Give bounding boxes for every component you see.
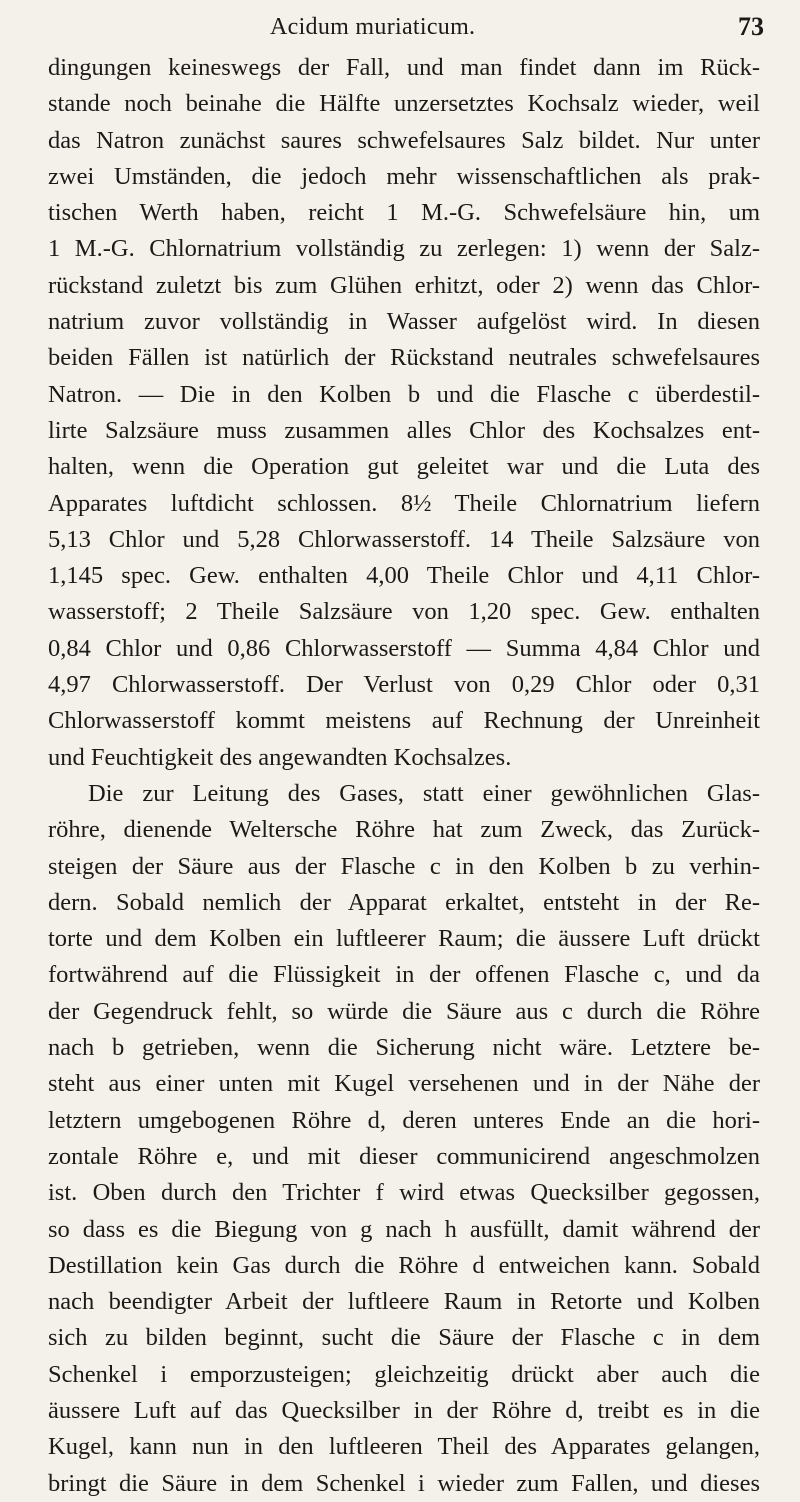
text-line: nach beendigter Arbeit der luftleere Raum in Retorte und Kolben xyxy=(48,1288,760,1316)
text-line: Die zur Leitung des Gases, statt einer gewöhnlichen Glas- xyxy=(88,779,760,807)
text-line: Schenkel i emporzusteigen; gleichzeitig drückt aber auch die xyxy=(48,1360,760,1388)
text-line: rückstand zuletzt bis zum Glühen erhitzt, oder 2) wenn das Chlor- xyxy=(48,271,760,299)
text-line: 4,97 Chlorwasserstoff. Der Verlust von 0,29 Chlor oder 0,31 xyxy=(48,671,760,699)
text-line: Destillation kein Gas durch die Röhre d entweichen kann. Sobald xyxy=(48,1251,760,1279)
page-number: 73 xyxy=(738,12,764,41)
text-line: äussere Luft auf das Quecksilber in der Röhre d, treibt es in die xyxy=(48,1396,760,1424)
text-line: natrium zuvor vollständig in Wasser aufgelöst wird. In diesen xyxy=(48,308,760,336)
text-line: steht aus einer unten mit Kugel versehenen und in der Nähe der xyxy=(48,1070,760,1098)
text-line: dingungen keineswegs der Fall, und man findet dann im Rück- xyxy=(48,54,760,81)
text-line: 1 M.-G. Chlornatrium vollständig zu zerlegen: 1) wenn der Salz- xyxy=(48,235,760,263)
text-line: und Feuchtigkeit des angewandten Kochsalzes. xyxy=(48,743,512,771)
text-line: der Gegendruck fehlt, so würde die Säure aus c durch die Röhre xyxy=(48,997,760,1025)
running-title: Acidum muriaticum. xyxy=(270,14,476,40)
text-line: letztern umgebogenen Röhre d, deren unteres Ende an die hori- xyxy=(48,1106,760,1134)
text-line: 1,145 spec. Gew. enthalten 4,00 Theile Chlor und 4,11 Chlor- xyxy=(48,562,760,590)
text-line: 0,84 Chlor und 0,86 Chlorwasserstoff — Summa 4,84 Chlor und xyxy=(48,634,760,662)
text-line: Kugel, kann nun in den luftleeren Theil des Apparates gelangen, xyxy=(48,1433,760,1461)
text-line: fortwährend auf die Flüssigkeit in der offenen Flasche c, und da xyxy=(48,961,760,989)
text-line: sich zu bilden beginnt, sucht die Säure der Flasche c in dem xyxy=(48,1324,760,1352)
text-line: Natron. — Die in den Kolben b und die Flasche c überdestil- xyxy=(48,380,760,408)
text-line: zwei Umständen, die jedoch mehr wissenschaftlichen als prak- xyxy=(48,162,760,190)
text-line: tischen Werth haben, reicht 1 M.-G. Schwefelsäure hin, um xyxy=(48,199,760,227)
paragraph-1 xyxy=(48,50,760,776)
text-line: dern. Sobald nemlich der Apparat erkaltet, entsteht in der Re- xyxy=(48,888,760,916)
text-line: stande noch beinahe die Hälfte unzersetztes Kochsalz wieder, weil xyxy=(48,90,760,118)
running-head xyxy=(0,10,800,50)
text-line: zontale Röhre e, und mit dieser communicirend angeschmolzen xyxy=(48,1142,760,1170)
paragraph-2 xyxy=(48,776,760,1502)
text-line: nach b getrieben, wenn die Sicherung nicht wäre. Letztere be- xyxy=(48,1034,760,1062)
text-line: röhre, dienende Weltersche Röhre hat zum Zweck, das Zurück- xyxy=(48,816,760,844)
text-line: lirte Salzsäure muss zusammen alles Chlor des Kochsalzes ent- xyxy=(48,416,760,444)
text-line: Apparates luftdicht schlossen. 8½ Theile Chlornatrium liefern xyxy=(48,489,760,517)
text-line: halten, wenn die Operation gut geleitet war und die Luta des xyxy=(48,453,760,481)
text-line: das Natron zunächst saures schwefelsaures Salz bildet. Nur unter xyxy=(48,126,760,154)
text-line: bringt die Säure in dem Schenkel i wieder zum Fallen, und dieses xyxy=(48,1469,760,1497)
text-line: so dass es die Biegung von g nach h ausfüllt, damit während der xyxy=(48,1215,760,1243)
text-line: Chlorwasserstoff kommt meistens auf Rechnung der Unreinheit xyxy=(48,707,760,735)
text-line: beiden Fällen ist natürlich der Rückstand neutrales schwefelsaures xyxy=(48,344,760,372)
text-line: torte und dem Kolben ein luftleerer Raum; die äussere Luft drückt xyxy=(48,925,760,953)
body-text xyxy=(48,50,760,1502)
text-line: 5,13 Chlor und 5,28 Chlorwasserstoff. 14 Theile Salzsäure von xyxy=(48,525,760,553)
text-line: ist. Oben durch den Trichter f wird etwas Quecksilber gegossen, xyxy=(48,1179,760,1207)
text-line: wasserstoff; 2 Theile Salzsäure von 1,20 spec. Gew. enthalten xyxy=(48,598,760,626)
text-line: steigen der Säure aus der Flasche c in den Kolben b zu verhin- xyxy=(48,852,760,880)
